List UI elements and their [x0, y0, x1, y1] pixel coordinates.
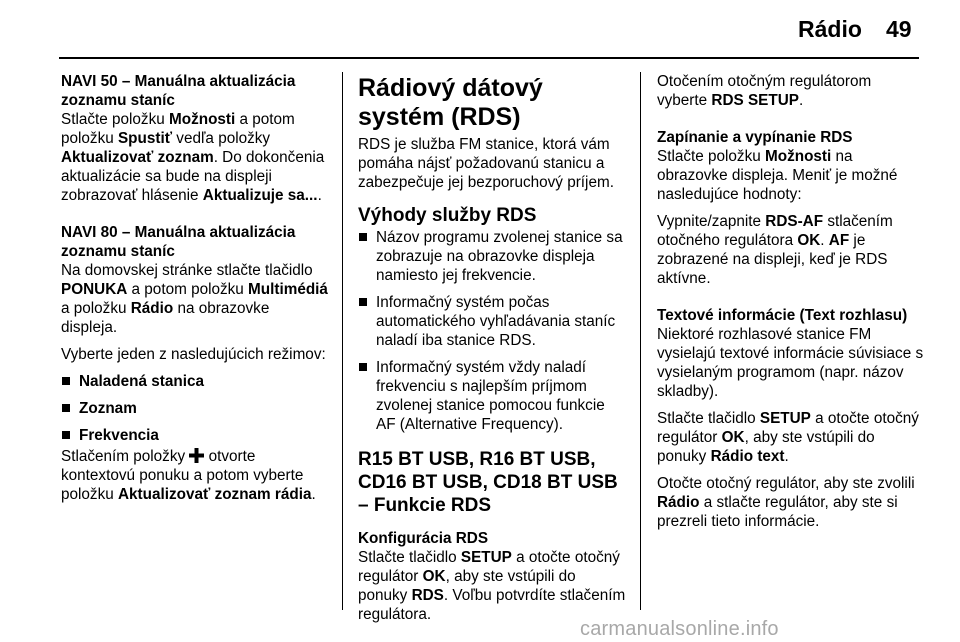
- navi50-heading: NAVI 50 – Manuálna aktualizácia zoznamu staníc: [61, 73, 296, 109]
- list-item: Naladená stanica: [61, 372, 329, 391]
- column-divider-1: [342, 72, 343, 610]
- column-3: [657, 72, 925, 539]
- onoff-heading: Zapínanie a vypínanie RDS: [657, 129, 853, 146]
- watermark: carmanualsonline.info: [580, 618, 779, 640]
- column-1: [61, 72, 329, 512]
- navi80-paragraph: Na domovskej stránke stlačte tlačidlo PONUKA a potom položku Multimédiá a položku Rádio na obrazovke displeja.: [61, 262, 328, 336]
- benefits-heading: Výhody služby RDS: [358, 205, 537, 226]
- text-paragraph: Niektoré rozhlasové stanice FM vysielajú textové informácie súvisiace s vysielaným programom (napr. názov skladby).: [657, 326, 924, 400]
- page-number: 49: [886, 16, 912, 42]
- context-menu-paragraph: Stlačením položky otvorte kontextovú ponuku a potom vyberte položku Aktualizovať zoznam rádia.: [61, 448, 316, 503]
- text2-paragraph: Stlačte tlačidlo SETUP a otočte otočný regulátor OK, aby ste vstúpili do ponuky Rádio text.: [657, 410, 919, 465]
- text3-paragraph: Otočte otočný regulátor, aby ste zvolili Rádio a stlačte regulátor, aby ste si prezreli tieto informácie.: [657, 475, 915, 530]
- rds-intro: RDS je služba FM stanice, ktorá vám pomáha nájsť požadovanú stanicu a zabezpečuje jej bezporuchový príjem.: [358, 136, 614, 191]
- plus-icon: [189, 448, 204, 463]
- bullet-icon: [359, 233, 367, 241]
- list-item: Zoznam: [61, 399, 329, 418]
- bullet-icon: [62, 377, 70, 385]
- bullet-icon: [62, 404, 70, 412]
- navi50-paragraph: Stlačte položku Možnosti a potom položku Spustiť vedľa položky Aktualizovať zoznam. Do dokončenia aktualizácie sa bude na displeji zobrazovať hlásenie Aktualizuje sa....: [61, 111, 325, 204]
- page-title: Rádio: [798, 16, 862, 42]
- list-item: Názov programu zvolenej stanice sa zobrazuje na obrazovke displeja namiesto jej frekvencie.: [358, 228, 626, 285]
- column-2: [358, 72, 626, 632]
- list-item: Frekvencia: [61, 426, 329, 445]
- navi80-heading: NAVI 80 – Manuálna aktualizácia zoznamu staníc: [61, 224, 296, 260]
- column-divider-2: [640, 72, 641, 610]
- modes-intro: Vyberte jeden z nasledujúcich režimov:: [61, 346, 326, 363]
- list-item: Informačný systém vždy naladí frekvenciu s najlepším príjmom zvolenej stanice pomocou funkcie AF (Alternative Frequency).: [358, 358, 626, 434]
- text-heading: Textové informácie (Text rozhlasu): [657, 307, 908, 324]
- header-divider: [59, 57, 919, 59]
- list-item: Informačný systém počas automatického vyhľadávania staníc naladí iba stanice RDS.: [358, 293, 626, 350]
- bullet-icon: [359, 363, 367, 371]
- rds-setup-paragraph: Otočením otočným regulátorom vyberte RDS SETUP.: [657, 73, 872, 109]
- bullet-icon: [359, 298, 367, 306]
- onoff-paragraph: Stlačte položku Možnosti na obrazovke displeja. Meniť je možné nasledujúce hodnoty:: [657, 148, 898, 203]
- rds-title: Rádiový dátový systém (RDS): [358, 74, 543, 131]
- r15-heading: R15 BT USB, R16 BT USB, CD16 BT USB, CD18 BT USB – Funkcie RDS: [358, 449, 618, 516]
- config-paragraph: Stlačte tlačidlo SETUP a otočte otočný regulátor OK, aby ste vstúpili do ponuky RDS. Voľbu potvrdíte stlačením regulátora.: [358, 549, 626, 623]
- af-paragraph: Vypnite/zapnite RDS-AF stlačením otočného regulátora OK. AF je zobrazené na displeji, keď je RDS aktívne.: [657, 213, 893, 287]
- bullet-icon: [62, 431, 70, 439]
- config-heading: Konfigurácia RDS: [358, 530, 489, 547]
